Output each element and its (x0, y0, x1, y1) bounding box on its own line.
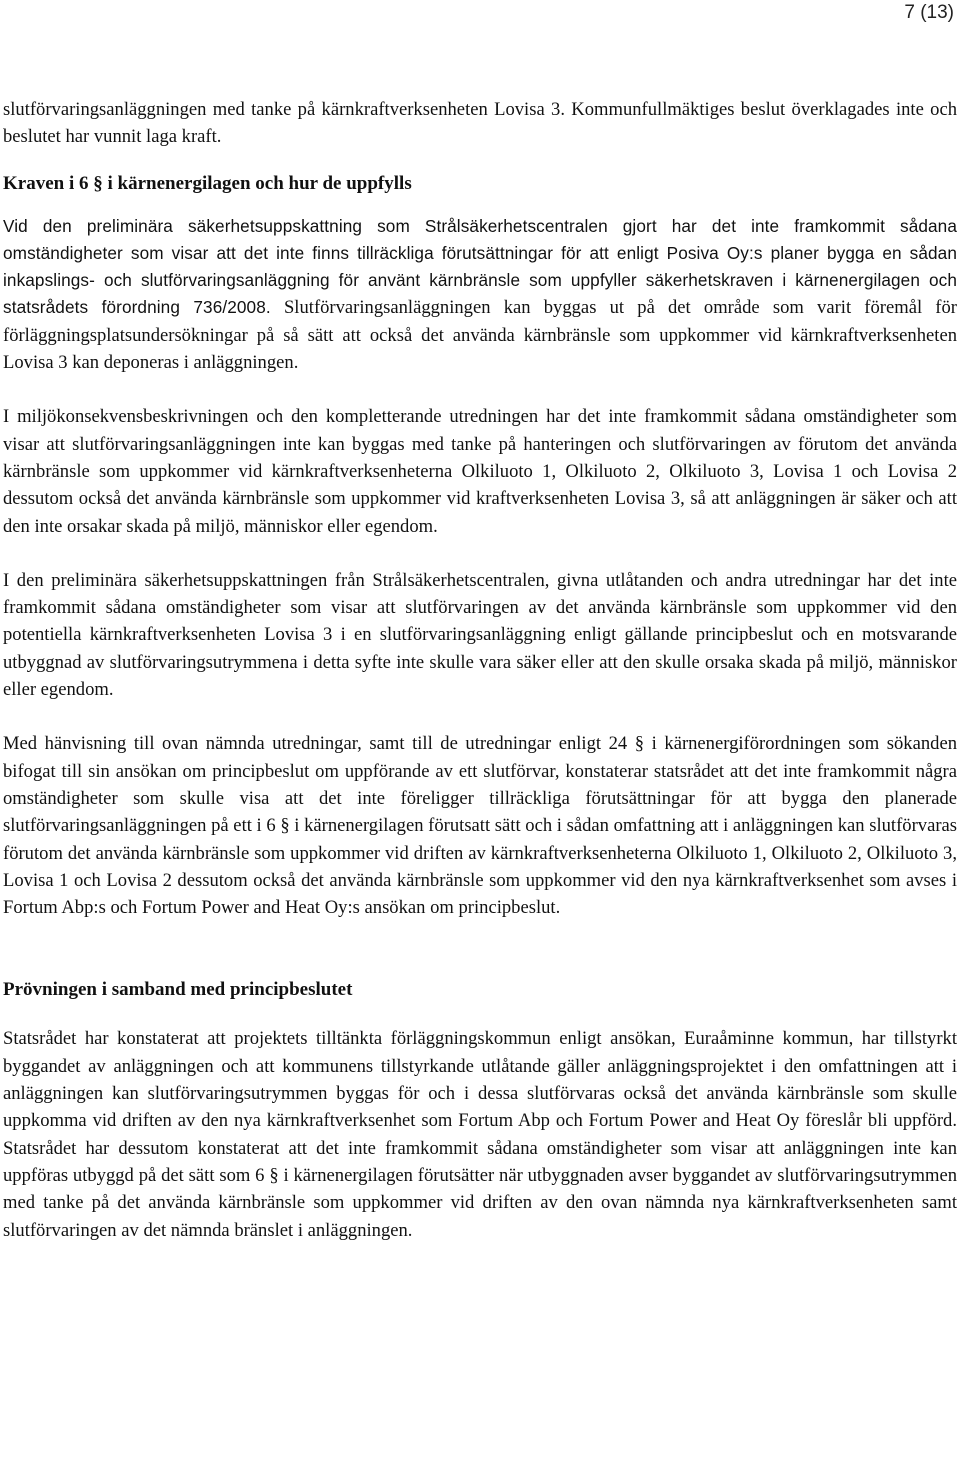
section-heading-review: Prövningen i samband med principbeslutet (3, 979, 353, 1001)
paragraph-preliminary-assessment: I den preliminära säkerhetsuppskattningen från Strålsäkerhetscentralen, givna utlåtanden och andra utredningar har det inte framkommit sådana omständigheter som visar att slutförvaringen av det använda kärnbränsle som uppkommer vid den potentiella kärnkraftverksenheten Lovisa 3 i en slutförvaringsanläggning enligt gällande principbeslut och en motsvarande utbyggnad av slutförvaringsutrymmena i detta syfte inte skulle vara säker eller att den skulle orsaka skada på miljö, människor eller egendom. (3, 569, 957, 701)
paragraph-environmental-impact: I miljökonsekvensbeskrivningen och den kompletterande utredningen har det inte framkommit sådana omständigheter som visar att slutförvaringsanläggningen inte kan byggas med tanke på hanteringen och slutförvaringen av förutom det använda kärnbränsle som uppkommer vid kärnkraftverksenheterna Olkiluoto 1, Olkiluoto 2, Olkiluoto 3, Lovisa 1 och Lovisa 2 dessutom också det använda kärnbränsle som uppkommer vid kraftverksenheten Lovisa 3, så att anläggningen är säker och att den inte orsakar skada på miljö, människor eller egendom. (3, 406, 957, 537)
section-heading-requirements: Kraven i 6 § i kärnenergilagen och hur de uppfylls (3, 172, 412, 194)
intro-paragraph: slutförvaringsanläggningen med tanke på kärnkraftverksenheten Lovisa 3. Kommunfullmäktiges beslut överklagades inte och beslutet har vunnit laga kraft. (3, 99, 957, 148)
paragraph-conclusion: Med hänvisning till ovan nämnda utredningar, samt till de utredningar enligt 24 § i kärnenergiförordningen som sökanden bifogat till sin ansökan om principbeslut om uppförande av ett slutförvar, konstaterar statsrådet att det inte framkommit några omständigheter som skulle visa att det inte föreligger tillräckliga förutsättningar för att bygga den planerade slutförvaringsanläggningen på ett i 6 § i kärnenergilagen förutsatt sätt och i sådan omfattning att i anläggningen kan slutförvaras förutom det använda kärnbränsle som uppkommer vid driften av kärnkraftverksenheterna Olkiluoto 1, Olkiluoto 2, Olkiluoto 3, Lovisa 1 och Lovisa 2 dessutom också det använda kärnbränsle som uppkommer vid den nya kärnkraftverksenhet som avses i Fortum Abp:s och Fortum Power and Heat Oy:s ansökan om principbeslut. (3, 733, 957, 919)
document-body (3, 96, 957, 1244)
paragraph-safety-assessment-part1: Vid den preliminära säkerhetsuppskattning som Strålsäkerhetscentralen gjort har det inte framkommit sådana omständigheter som visar att det inte finns tillräckliga förutsättningar för att enligt Posiva Oy:s planer bygga en sådan inkapslings- och slutförvaringsanläggning för använt kärnbränsle som uppfyller säkerhetskraven i kärnenergilagen och statsrådets förordning 736/2008. (3, 215, 957, 318)
paragraph-safety-assessment (3, 213, 957, 377)
page-number: 7 (13) (904, 2, 954, 23)
paragraph-government-review: Statsrådet har konstaterat att projektets tilltänkta förläggningskommun enligt ansökan, Euraåminne kommun, har tillstyrkt byggandet av anläggningen och att kommunens tillstyrkande utlåtande gäller anläggningsprojektet i den omfattningen att i anläggningen kan slutförvaringsutrymmen byggas för och i dessa slutförvaras också det använda kärnbränsle som skulle uppkomma vid driften av den nya kärnkraftverksenhet som Fortum Abp och Fortum Power and Heat Oy föreslår bli uppförd. Statsrådet har dessutom konstaterat att det inte framkommit sådana omständigheter som visar att anläggningen inte kan uppföras utbyggd på det sätt som 6 § i kärnenergilagen förutsätter när utbyggnaden avser byggandet av slutförvaringsutrymmen med tanke på det använda kärnbränsle som uppkommer vid driften av den ovan nämnda nya kärnkraftverksenheten samt slutförvaringen av det nämnda bränslet i anläggningen. (3, 1028, 957, 1241)
paragraph-safety-assessment-part2: Slutförvaringsanläggningen kan byggas ut på det område som varit föremål för förläggningsplatsundersökningar på så sätt att också det använda kärnbränsle som uppkommer vid kärnkraftverksenheten Lovisa 3 kan deponeras i anläggningen. (3, 297, 957, 374)
